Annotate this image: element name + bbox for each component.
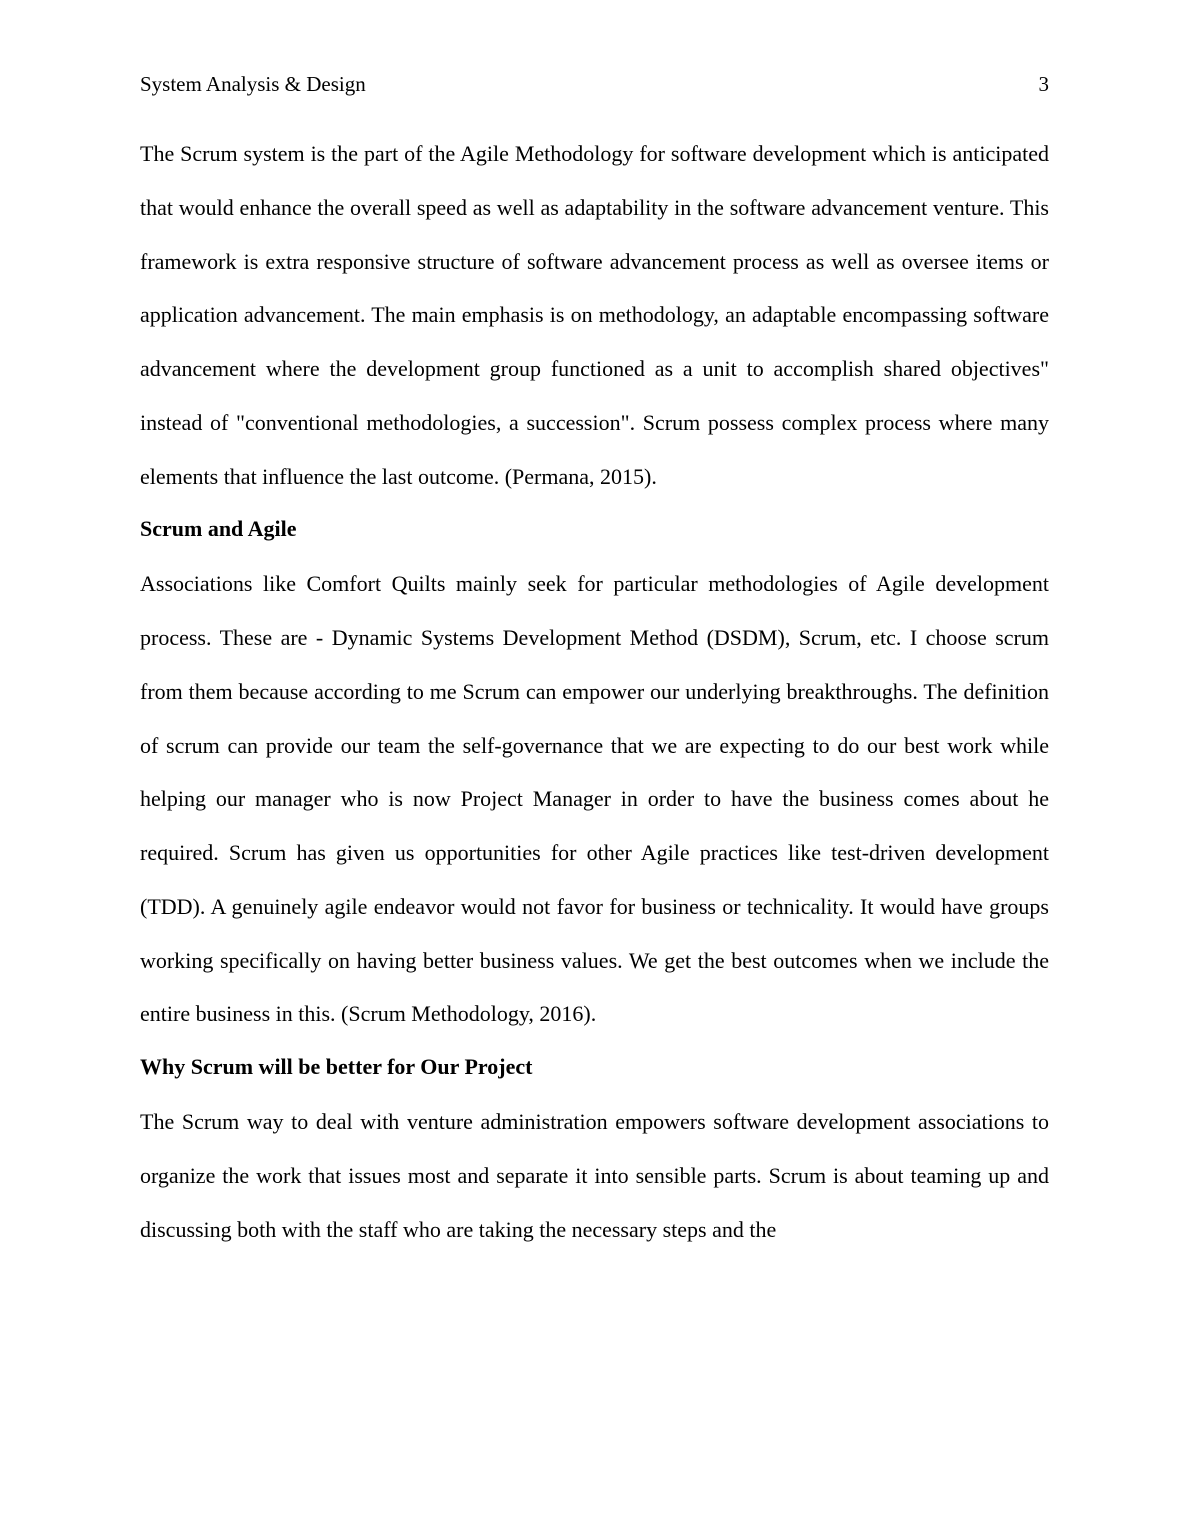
page-number: 3 <box>1038 72 1049 96</box>
document-body <box>140 127 1049 1256</box>
scrum-and-agile-paragraph: Associations like Comfort Quilts mainly seek for particular methodologies of Agile development process. These are - Dynamic Systems Development Method (DSDM), Scrum, etc. I choose scrum from them because according to me Scrum can empower our underlying breakthroughs. The definition of scrum can provide our team the self-governance that we are expecting to do our best work while helping our manager who is now Project Manager in order to have the business comes about he required. Scrum has given us opportunities for other Agile practices like test-driven development (TDD). A genuinely agile endeavor would not favor for business or technicality. It would have groups working specifically on having better business values. We get the best outcomes when we include the entire business in this. (Scrum Methodology, 2016). <box>140 571 1049 1027</box>
why-scrum-paragraph: The Scrum way to deal with venture administration empowers software development associations to organize the work that issues most and separate it into sensible parts. Scrum is about teaming up and discussing both with the staff who are taking the necessary steps and the <box>140 1109 1049 1242</box>
why-scrum-heading: Why Scrum will be better for Our Project <box>140 1054 533 1079</box>
scrum-and-agile-heading: Scrum and Agile <box>140 516 297 542</box>
running-head-title: System Analysis & Design <box>140 72 366 96</box>
running-header <box>140 70 1049 98</box>
intro-paragraph: The Scrum system is the part of the Agile Methodology for software development which is anticipated that would enhance the overall speed as well as adaptability in the software advancement venture. This framework is extra responsive structure of software advancement process as well as oversee items or application advancement. The main emphasis is on methodology, an adaptable encompassing software advancement where the development group functioned as a unit to accomplish shared objectives" instead of "conventional methodologies, a succession". Scrum possess complex process where many elements that influence the last outcome. (Permana, 2015). <box>140 141 1049 489</box>
